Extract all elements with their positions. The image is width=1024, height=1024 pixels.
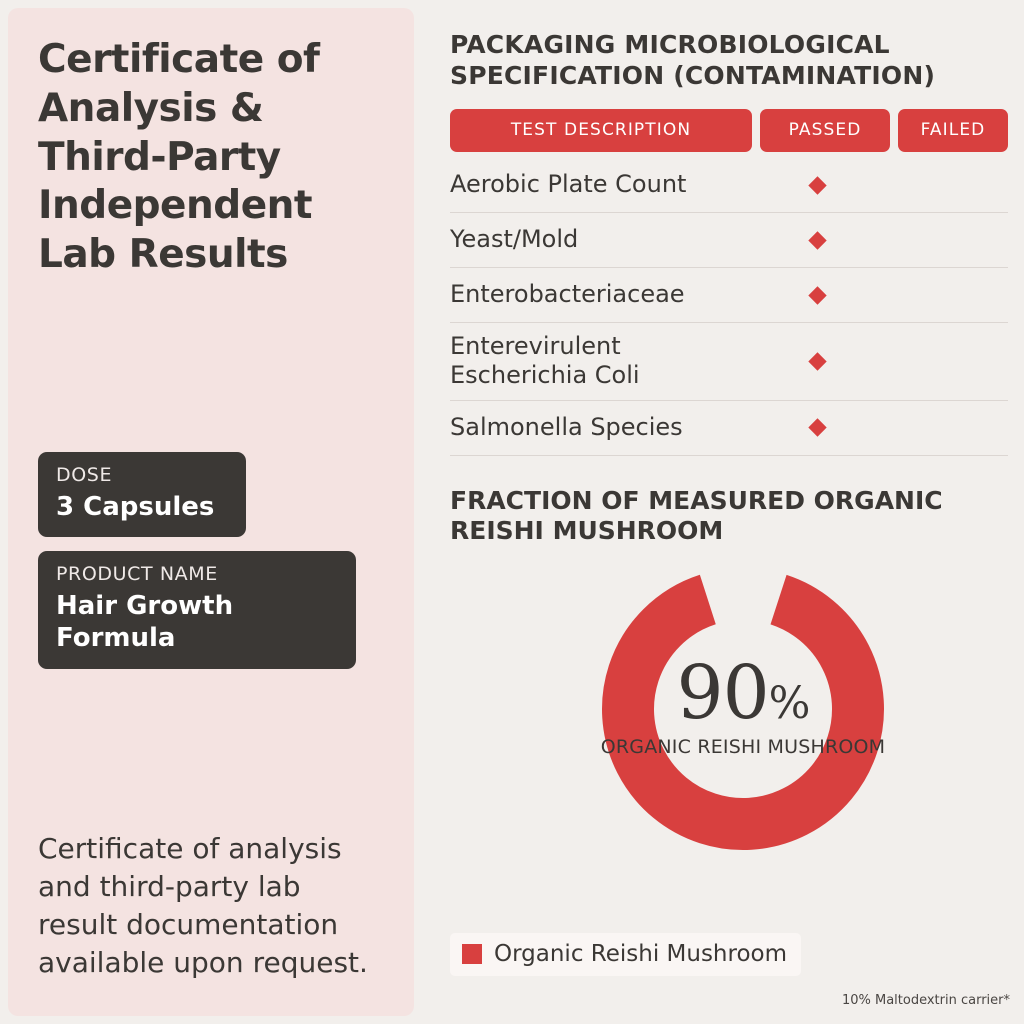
passed-cell	[752, 289, 882, 302]
dose-label: DOSE	[56, 463, 113, 486]
table-row	[450, 268, 1008, 323]
passed-cell	[752, 355, 882, 368]
donut-chart-svg	[593, 559, 893, 859]
dose-value: 3 Capsules	[56, 491, 215, 522]
column-header-test-description: TEST DESCRIPTION	[450, 109, 752, 152]
footnote: 10% Maltodextrin carrier*	[841, 993, 1010, 1008]
test-name: Aerobic Plate Count	[450, 170, 687, 199]
test-name: Yeast/Mold	[450, 225, 579, 254]
diamond-marker-icon	[808, 352, 826, 370]
chart-legend	[450, 933, 801, 976]
legend-swatch-icon	[462, 944, 482, 964]
test-name: Enterobacteriaceae	[450, 280, 685, 309]
table-row	[450, 401, 1008, 456]
test-name: Salmonella Species	[450, 412, 683, 441]
percent-symbol: %	[768, 677, 810, 729]
passed-cell	[752, 179, 882, 192]
passed-cell	[752, 234, 882, 247]
product-name-badge	[38, 551, 356, 669]
dose-badge	[38, 452, 246, 537]
diamond-marker-icon	[808, 418, 826, 436]
diamond-marker-icon	[808, 286, 826, 304]
donut-percent-value: 90	[676, 649, 769, 736]
column-header-passed: PASSED	[760, 109, 890, 152]
results-panel	[436, 8, 1016, 1016]
table-row	[450, 213, 1008, 268]
spec-table-header	[450, 109, 1008, 152]
badge-group	[38, 452, 384, 683]
passed-cell	[752, 421, 882, 434]
fraction-heading: FRACTION OF MEASURED ORGANIC REISHI MUSHROOM	[450, 485, 943, 546]
legend-label: Organic Reishi Mushroom	[494, 941, 788, 967]
spec-heading: PACKAGING MICROBIOLOGICAL SPECIFICATION (CONTAMINATION)	[450, 30, 936, 90]
certificate-panel	[8, 8, 414, 1016]
product-name-value: Hair Growth Formula	[56, 590, 234, 654]
diamond-marker-icon	[808, 231, 826, 249]
table-row	[450, 323, 1008, 401]
table-row	[450, 158, 1008, 213]
page-title: Certificate of Analysis & Third-Party Independent Lab Results	[38, 37, 320, 277]
column-header-failed: FAILED	[898, 109, 1008, 152]
donut-chart	[593, 559, 893, 859]
donut-sublabel: ORGANIC REISHI MUSHROOM	[600, 735, 886, 758]
product-name-label: PRODUCT NAME	[56, 563, 218, 586]
availability-note: Certificate of analysis and third-party lab result documentation available upon request.	[38, 831, 368, 979]
test-name: Enterevirulent Escherichia Coli	[450, 332, 640, 390]
diamond-marker-icon	[808, 176, 826, 194]
